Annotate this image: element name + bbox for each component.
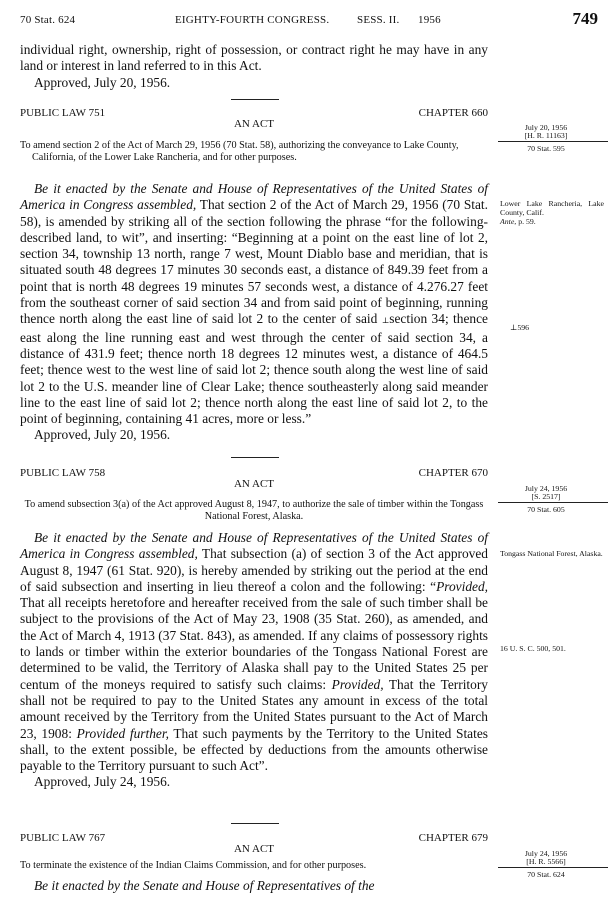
margin-ante-page: , p. 59. [514, 217, 536, 227]
margin-stat: 70 Stat. 595 [527, 144, 565, 153]
margin-bill: [H. R. 11163] [524, 131, 568, 140]
law-heading-679 [20, 832, 488, 862]
separator-rule [231, 457, 279, 458]
separator-rule [231, 99, 279, 100]
law-heading-660 [20, 107, 488, 137]
act-body [20, 181, 488, 444]
approved-line: Approved, July 20, 1956. [34, 74, 171, 90]
margin-note-text: Lower Lake Rancheria, Lake County, Calif. [500, 199, 604, 218]
continuation-paragraph: individual right, ownership, right of possession, or contract right he may have in any land or interest in land referred to in this Act. [20, 42, 488, 74]
act-title: To amend subsection 3(a) of the Act approved August 8, 1947, to authorize the sale of timber within the Tongass National Forest, Alaska. [24, 499, 484, 522]
margin-note [500, 199, 604, 227]
act-label: AN ACT [233, 118, 275, 130]
act-label: AN ACT [233, 478, 275, 490]
stat-reference: 70 Stat. 624 [20, 14, 76, 26]
margin-rule [498, 867, 608, 868]
body-text: That all receipts heretofore and hereafter received from the sale of such timber shall be subject to the provisions of the Act of May 23, 1908 (35 Stat. 260), as amended, and the Act of March 4, 1913 (37 Stat. 843), as amended. If any claims of possessory rights to lands or timber within the exterior boundaries of the Tongass National Forest are determined to be valid, the Territory of Alaska shall pay to the United States 25 per centum of the moneys required to satisfy such claims: [20, 595, 488, 692]
enacting-clause: Be it enacted by the Senate and House of Representatives of the United States of America in Congress assembled, [20, 530, 488, 562]
margin-stat: 70 Stat. 605 [527, 505, 565, 514]
public-law-number: PUBLIC LAW 751 [20, 107, 106, 119]
law-heading-670 [20, 467, 488, 497]
proviso-label: Provided further, [76, 725, 169, 741]
separator-rule [231, 823, 279, 824]
margin-rule [498, 502, 608, 503]
act-label: AN ACT [233, 843, 275, 855]
chapter-number: CHAPTER 670 [418, 467, 488, 479]
enacting-clause: Be it enacted by the Senate and House of Representatives of the [34, 878, 375, 893]
public-law-number: PUBLIC LAW 767 [20, 832, 106, 844]
margin-date: July 24, 1956 [524, 484, 568, 493]
approved-line: Approved, July 24, 1956. [34, 774, 171, 790]
page-break-marker: ⊥ [381, 316, 390, 326]
body-text: That subsection (a) of section 3 of the Act approved August 8, 1947 (61 Stat. 920), is hereby amended by striking out the period at the end of said subsection and inserting in lieu thereof a colon and the following: “ [20, 546, 489, 594]
margin-date: July 20, 1956 [524, 123, 568, 132]
congress-heading: EIGHTY-FOURTH CONGRESS. [175, 14, 330, 26]
margin-usc-citation: 16 U. S. C. 500, 501. [500, 644, 566, 653]
act-body [20, 878, 488, 894]
enactment-paragraph [20, 181, 488, 427]
proviso-label: Provided, [436, 578, 488, 594]
margin-ante: Ante [500, 217, 515, 227]
margin-stat: 70 Stat. 624 [527, 870, 565, 879]
continuation-text [20, 42, 488, 91]
enactment-paragraph [20, 530, 488, 774]
session-heading: SESS. II. [357, 14, 400, 26]
act-title: To terminate the existence of the Indian Claims Commission, and for other purposes. [20, 860, 367, 871]
margin-rule [498, 141, 608, 142]
margin-page-ref-number: 596 [517, 323, 530, 332]
act-body [20, 530, 488, 791]
margin-note: Tongass National Forest, Alaska. [500, 549, 603, 558]
act-title-text: To amend section 2 of the Act of March 29, 1956 (70 Stat. 58), authorizing the conveyance to Lake County, California, of the Lower Lake Rancheria, and for other purposes. [20, 140, 459, 163]
act-title [20, 140, 488, 164]
public-law-number: PUBLIC LAW 758 [20, 467, 106, 479]
body-text: That section 2 of the Act of March 29, 1956 (70 Stat. 58), is amended by striking all of the section following the phrase “for the following-described land, to wit”, and inserting: “Beginning at a point on the east line of lot 2, section 34, township 13 north, range 7 west, Mount Diablo base and meridian, that is situated south 48 degrees 17 minutes 30 seconds east, a distance of 849.39 feet from a point that is north 48 degrees 19 minutes 57 seconds west, a distance of 4.276.27 feet from the southeast corner of said section 34 and from said point of beginning, running thence north along the east line of said lot 2 to the center of said [20, 197, 489, 327]
body-text: That such payments by the Territory to the United States shall, to the extent possible, be effected by deductions from the amounts otherwise payable to the Territory pursuant to such Act”. [20, 725, 489, 774]
enacting-clause: Be it enacted by the Senate and House of Representatives of the United States of America in Congress assembled, [20, 181, 488, 213]
approved-line: Approved, July 20, 1956. [34, 427, 171, 443]
enactment-paragraph [20, 878, 488, 894]
chapter-number: CHAPTER 660 [418, 107, 488, 119]
page-number: 749 [572, 9, 598, 28]
margin-bill: [H. R. 5566] [526, 857, 566, 866]
chapter-number: CHAPTER 679 [418, 832, 488, 844]
body-text: That the Territory shall not be required to pay to the United States any amount in excess of the total amount received by the Territory from the United States pursuant to the Act of March 23, 1908: [20, 676, 489, 741]
margin-page-ref: ⊥596 [510, 323, 530, 332]
margin-bill: [S. 2517] [531, 492, 561, 501]
year-heading: 1956 [418, 14, 441, 26]
body-text-continued: section 34; thence east along the line running east and west through the center of said section 34, a distance of 431.9 feet; thence north 18 degrees 12 minutes west, a distance of 464.5 feet; thence west to the west line of said lot 2; thence south along the west line of said lot 2 to the U.S. meander line of Clear Lake; thence southeasterly along said meander line to the east line of said lot 2; thence north along the east line of said lot 2, to the point of beginning, containing 41 acres, more or less.” [20, 311, 488, 427]
margin-date: July 24, 1956 [524, 849, 568, 858]
proviso-label: Provided, [331, 676, 384, 692]
